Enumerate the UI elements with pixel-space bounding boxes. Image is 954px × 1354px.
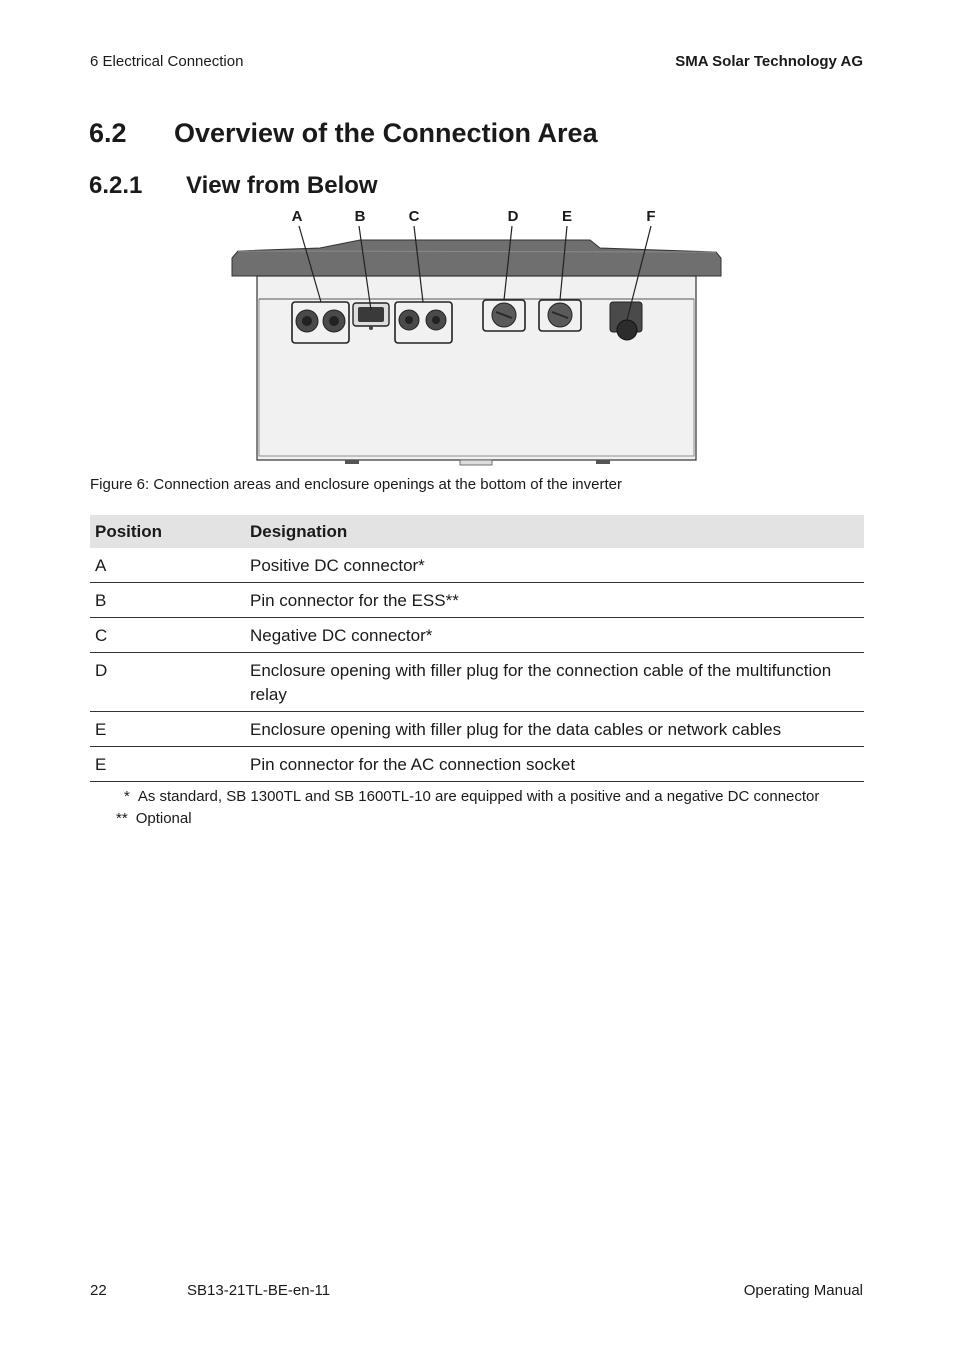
enclosure-foot-center (460, 460, 492, 465)
table-row (90, 548, 864, 583)
position-cell: E (90, 747, 245, 782)
footnote-mark: * (124, 788, 130, 805)
document-id: SB13-21TL-BE-en-11 (187, 1282, 331, 1299)
table-row (90, 618, 864, 653)
running-header-chapter: 6 Electrical Connection (90, 53, 244, 70)
running-header-company: SMA Solar Technology AG (675, 53, 863, 70)
section-number: 6.2 (89, 118, 127, 148)
footnote-standard-connectors (124, 788, 819, 805)
enclosure-foot-right (596, 460, 610, 464)
table-row (90, 583, 864, 618)
designation-cell: Enclosure opening with filler plug for the connection cable of the multifunction relay (245, 653, 864, 712)
subsection-title: View from Below (186, 172, 378, 199)
subsection-number: 6.2.1 (89, 172, 143, 199)
designation-cell: Enclosure opening with filler plug for the data cables or network cables (245, 712, 864, 747)
section-heading (89, 118, 598, 149)
footnote-optional (116, 810, 192, 827)
inverter-bottom-view-figure (226, 203, 726, 468)
table-row (90, 653, 864, 712)
position-cell: E (90, 712, 245, 747)
position-cell: D (90, 653, 245, 712)
footnote-text: As standard, SB 1300TL and SB 1600TL-10 are equipped with a positive and a negative DC connector (137, 788, 820, 805)
positive-dc-connector-1-core (302, 316, 312, 326)
position-cell: A (90, 548, 245, 583)
callout-label-b: B (354, 208, 366, 225)
callout-label-c: C (408, 208, 420, 225)
section-title: Overview of the Connection Area (174, 118, 598, 148)
callout-label-d: D (507, 208, 519, 225)
callout-label-f: F (646, 208, 656, 225)
position-designation-table (90, 515, 864, 782)
designation-cell: Negative DC connector* (245, 618, 864, 653)
positive-dc-connector-2-core (329, 316, 339, 326)
enclosure-lid (232, 240, 721, 276)
column-header-position: Position (90, 515, 245, 548)
footnote-mark: ** (116, 810, 128, 827)
ac-pin-connector-cap (617, 320, 637, 340)
figure-caption: Figure 6: Connection areas and enclosure openings at the bottom of the inverter (90, 476, 622, 493)
negative-dc-connector-1-core (405, 316, 413, 324)
enclosure-foot-left (345, 460, 359, 464)
designation-cell: Positive DC connector* (245, 548, 864, 583)
position-cell: C (90, 618, 245, 653)
designation-cell: Pin connector for the AC connection socket (245, 747, 864, 782)
designation-cell: Pin connector for the ESS** (245, 583, 864, 618)
negative-dc-connector-2-core (432, 316, 440, 324)
callout-label-e: E (561, 208, 573, 225)
table-row (90, 712, 864, 747)
subsection-heading (89, 172, 378, 200)
position-cell: B (90, 583, 245, 618)
page-number: 22 (90, 1282, 107, 1299)
column-header-designation: Designation (245, 515, 864, 548)
footnote-text: Optional (135, 810, 192, 827)
table-header-row (90, 515, 864, 548)
callout-label-a: A (291, 208, 303, 225)
ess-pin-connector-screw (369, 326, 373, 330)
table-row (90, 747, 864, 782)
manual-type: Operating Manual (743, 1282, 863, 1299)
